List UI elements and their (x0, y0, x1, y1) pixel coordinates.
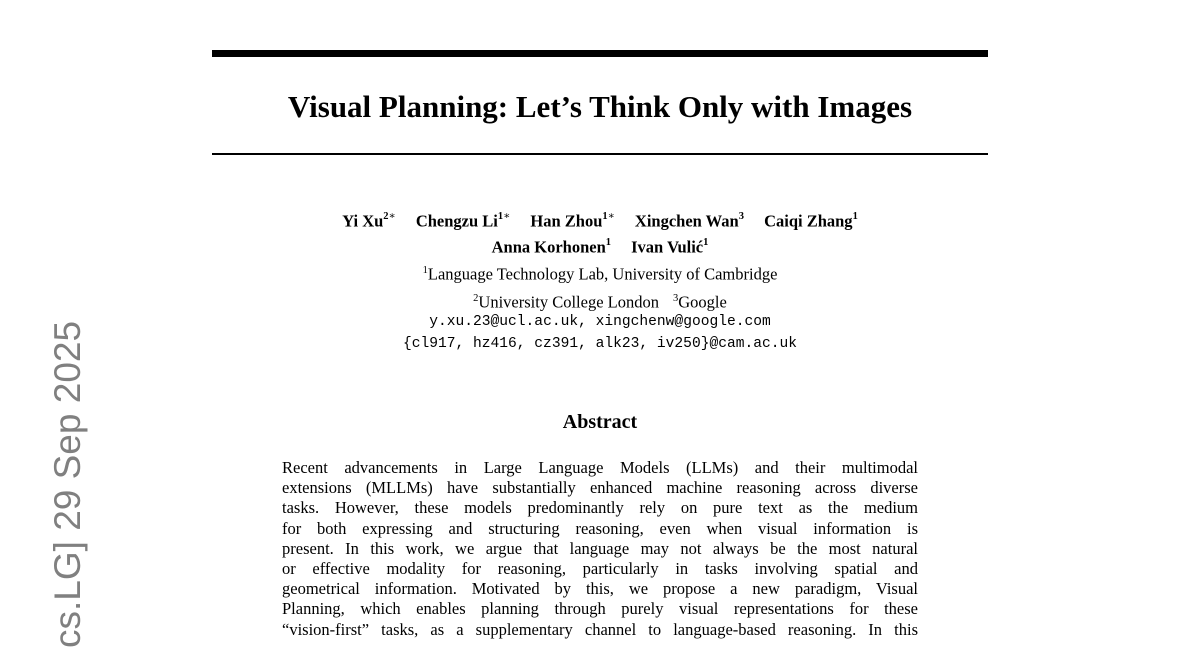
author (530, 207, 614, 233)
author-name: Ivan Vulić (631, 237, 704, 256)
abstract-heading: Abstract (562, 411, 638, 433)
author (492, 233, 611, 259)
abstract-line: geometrical information. Motivated by this, we propose a new paradigm, Visual (282, 579, 918, 599)
abstract-line: or effective modality for reasoning, particularly in tasks involving spatial and (282, 559, 918, 579)
author-name: Chengzu Li (415, 211, 498, 231)
abstract-line: “vision-first” tasks, as a supplementary channel to language-based reasoning. In this (282, 619, 918, 639)
affil-mark: 1 (497, 211, 504, 222)
affiliations (212, 259, 988, 314)
affil-mark: 2 (473, 292, 479, 304)
author (635, 207, 744, 233)
equal-contrib-mark: ∗ (607, 211, 615, 222)
abstract-body (282, 458, 918, 640)
affil-mark: 1 (602, 211, 608, 222)
author-name: Han Zhou (530, 211, 603, 231)
abstract-line: extensions (MLLMs) have substantially enhanced machine reasoning across diverse (282, 478, 918, 498)
abstract-line: tasks. However, these models predominantly rely on pure text as the medium (282, 498, 918, 518)
affil-mark: 3 (672, 292, 679, 304)
abstract-line: Planning, which enables planning through purely visual representations for these (282, 599, 918, 619)
author (764, 207, 858, 233)
affil-mark: 1 (852, 211, 858, 222)
affil-mark: 2 (383, 211, 389, 222)
author (416, 207, 510, 233)
paper-title: Visual Planning: Let’s Think Only with Images (287, 89, 913, 124)
affil-mark: 1 (703, 236, 709, 248)
author (342, 207, 396, 233)
email-line: {cl917, hz416, cz391, alk23, iv250}@cam.ac.uk (402, 336, 798, 352)
abstract-line: present. In this work, we argue that language may not always be the most natural (282, 538, 918, 558)
author-name: Caiqi Zhang (764, 211, 853, 231)
affil-mark: 3 (738, 211, 744, 222)
affiliation-ucl: University College London (478, 292, 659, 311)
author-name: Xingchen Wan (634, 211, 739, 231)
author-name: Anna Korhonen (491, 237, 606, 256)
author-list (212, 207, 988, 258)
author-line-1 (212, 207, 988, 233)
affiliation-line-1 (212, 259, 988, 287)
author-line-2 (212, 233, 988, 259)
author (631, 233, 708, 259)
affiliation-line-2 (212, 287, 988, 315)
equal-contrib-mark: ∗ (388, 211, 396, 222)
title-top-rule (212, 50, 988, 57)
affiliation-cambridge: Language Technology Lab, University of Cambridge (427, 264, 778, 284)
email-line: y.xu.23@ucl.ac.uk, xingchenw@google.com (429, 314, 771, 330)
author-emails (212, 311, 988, 355)
equal-contrib-mark: ∗ (503, 211, 511, 222)
affiliation-google: Google (678, 292, 727, 311)
arxiv-identifier-stamp: cs.LG] 29 Sep 2025 (47, 320, 88, 648)
title-bottom-rule (212, 153, 988, 155)
abstract-line: Recent advancements in Large Language Models (LLMs) and their multimodal (282, 458, 918, 477)
author-name: Yi Xu (342, 211, 384, 231)
affil-mark: 1 (605, 236, 612, 248)
affil-mark: 1 (422, 265, 428, 276)
abstract-line: for both expressing and structuring reasoning, even when visual information is (282, 518, 918, 538)
